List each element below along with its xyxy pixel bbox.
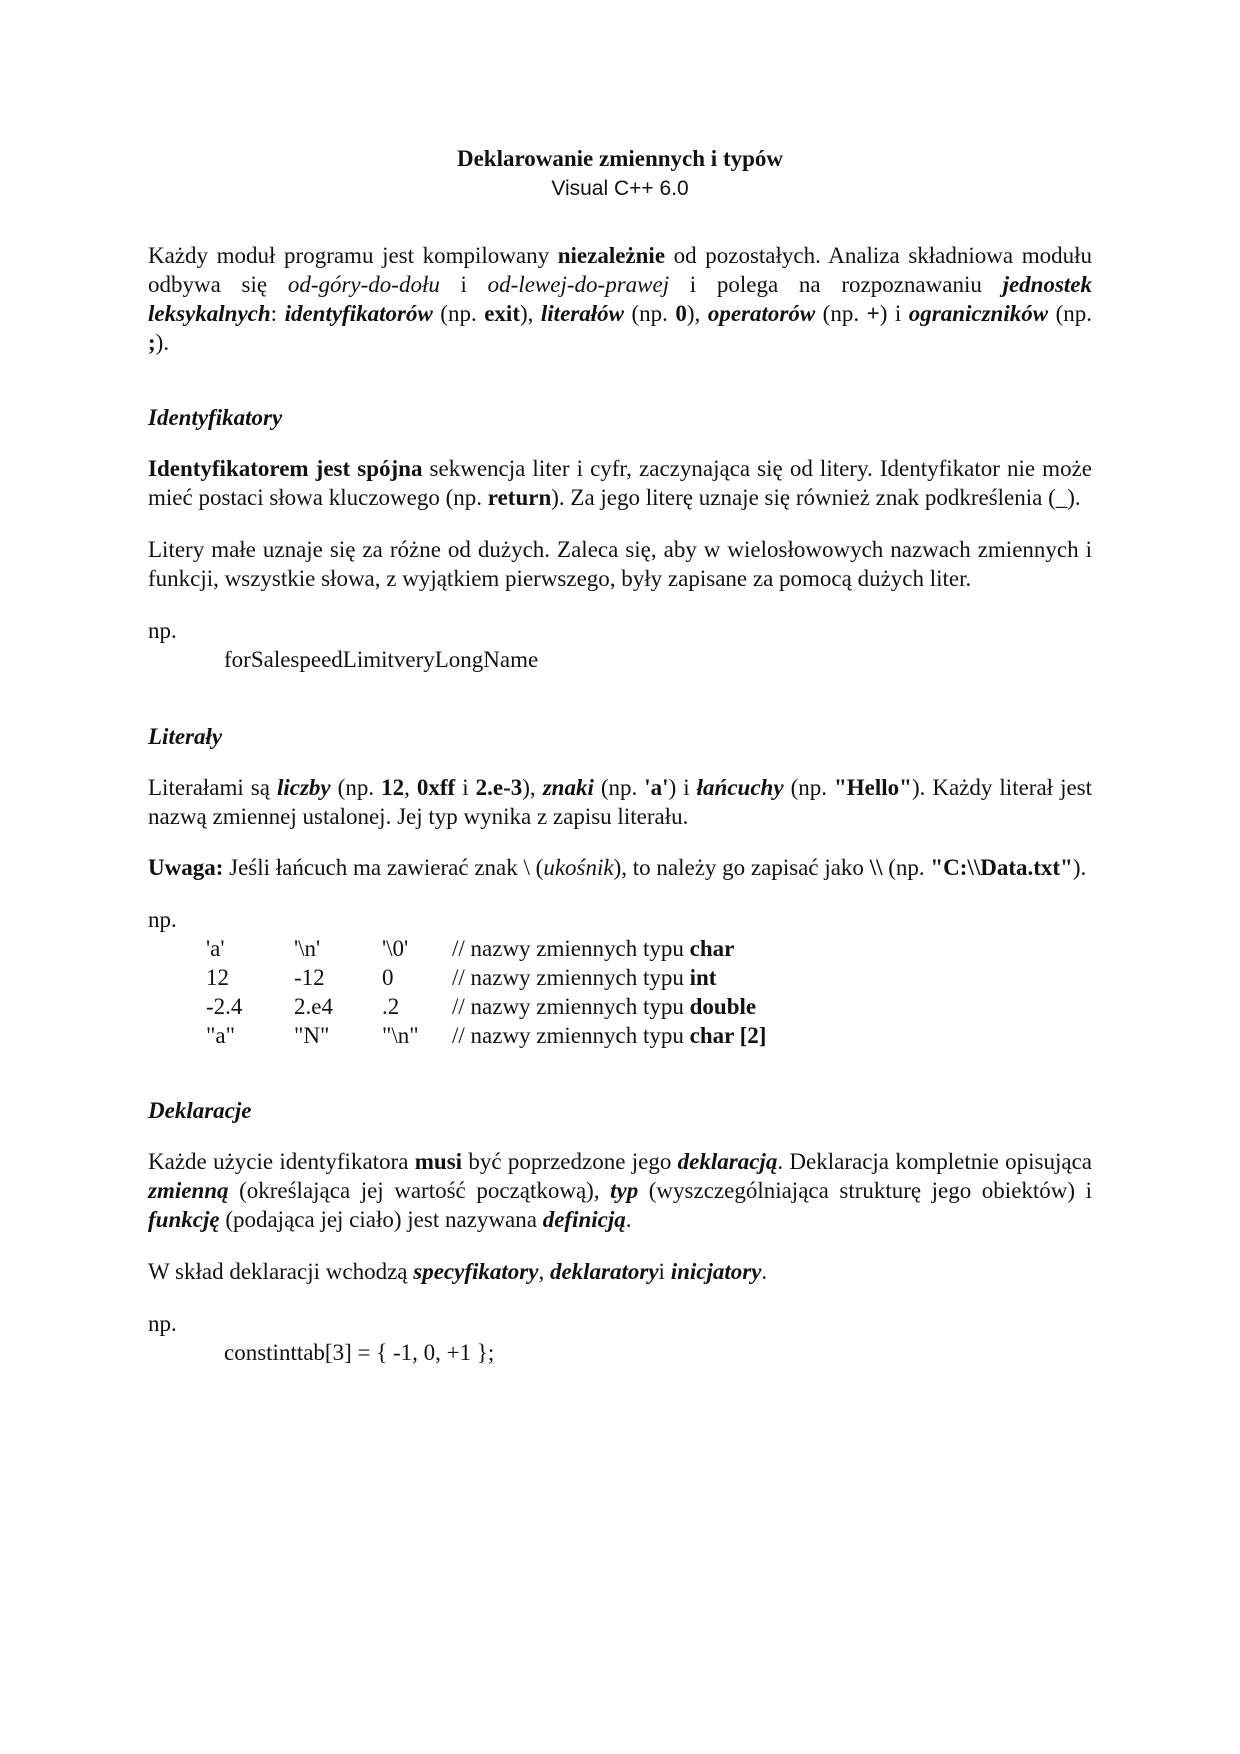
table-row <box>206 963 766 992</box>
text-run: ) i <box>879 301 909 326</box>
table-cell: .2 <box>382 994 400 1019</box>
text-run: Literałami są <box>148 775 277 800</box>
text-run: musi <box>414 1149 463 1174</box>
deklaracje-paragraph-1 <box>148 1147 1092 1234</box>
text-run: Jeśli łańcuch ma zawierać znak \ ( <box>223 855 544 880</box>
intro-paragraph <box>148 241 1092 357</box>
text-run: jednostek leksykalnych <box>148 272 1093 326</box>
text-run: 0 <box>675 301 687 326</box>
table-cell: 'a' <box>206 936 225 961</box>
text-run: deklaracją <box>677 1149 778 1174</box>
text-run: liczby <box>276 775 331 800</box>
text-run: (np. <box>815 301 867 326</box>
text-run: ). <box>155 330 170 355</box>
table-cell: '\0' <box>382 936 409 961</box>
text-run: ), <box>686 301 708 326</box>
text-run: . <box>761 1259 768 1284</box>
text-run: "Hello" <box>834 775 912 800</box>
table-cell: 12 <box>206 965 229 990</box>
text-run: (określająca jej wartość początkową), <box>228 1178 611 1203</box>
type-name: double <box>689 994 757 1019</box>
table-row <box>206 934 766 963</box>
table-row <box>206 1021 766 1050</box>
text-run: znaki <box>542 775 594 800</box>
section-heading-literaly: Literały <box>148 724 223 749</box>
text-run: (np. <box>330 775 382 800</box>
type-name: char [2] <box>689 1023 767 1048</box>
deklaracje-paragraph-2 <box>148 1257 1092 1286</box>
text-run: operatorów <box>707 301 816 326</box>
text-run: \\ <box>869 855 883 880</box>
text-run: i <box>658 1259 671 1284</box>
table-row <box>206 992 766 1021</box>
text-run: ). Za jego literę uznaje się również znak podkreślenia (_). <box>551 485 1081 510</box>
text-run: ograniczników <box>908 301 1049 326</box>
text-run: specyfikatory <box>413 1259 539 1284</box>
text-run: 2.e-3 <box>475 775 523 800</box>
table-cell-comment <box>452 1021 766 1050</box>
text-run: (podająca jej ciało) jest nazywana <box>219 1207 543 1232</box>
text-run: (np. <box>783 775 835 800</box>
text-run: identyfikatorów <box>284 301 433 326</box>
literaly-np-label: np. <box>148 907 177 932</box>
text-run: ). <box>1072 855 1087 880</box>
text-run: (np. <box>623 301 676 326</box>
text-run: zmienną <box>148 1178 229 1203</box>
type-name: int <box>689 965 717 990</box>
text-run: (np. <box>1048 301 1092 326</box>
text-run: + <box>866 301 880 326</box>
text-run: być poprzedzone jego <box>462 1149 678 1174</box>
table-cell-comment <box>452 934 766 963</box>
text-run: ), <box>522 775 543 800</box>
comment-text: // nazwy zmiennych typu <box>452 965 690 990</box>
document-title: Deklarowanie zmiennych i typów <box>456 146 784 171</box>
deklaracje-np-label: np. <box>148 1311 177 1336</box>
text-run: i <box>455 775 476 800</box>
text-run: ) i <box>668 775 697 800</box>
text-run: (wyszczególniająca strukturę jego obiektów) i <box>638 1178 1092 1203</box>
text-run: "C:\\Data.txt" <box>930 855 1073 880</box>
text-run: . <box>625 1207 632 1232</box>
identyfikatory-paragraph-2: Litery małe uznaje się za różne od dużych. Zaleca się, aby w wielosłowowych nazwach zmiennych i funkcji, wszystkie słowa, z wyjątkiem pierwszego, były zapisane za pomocą dużych liter. <box>148 537 1092 591</box>
text-run: return <box>487 485 552 510</box>
section-heading-deklaracje: Deklaracje <box>148 1098 252 1123</box>
text-run: exit <box>484 301 520 326</box>
text-run: ), <box>519 301 541 326</box>
text-run: ). Każdy literał jest nazwą zmiennej ustalonej. Jej typ wynika z zapisu literału. <box>148 775 1093 829</box>
literaly-paragraph-1 <box>148 773 1092 831</box>
text-run: Każde użycie identyfikatora <box>148 1149 415 1174</box>
identyfikatory-paragraph-1 <box>148 454 1092 512</box>
comment-text: // nazwy zmiennych typu <box>452 994 690 1019</box>
table-cell-comment <box>452 963 766 992</box>
text-run: 12 <box>381 775 405 800</box>
table-cell-comment <box>452 992 766 1021</box>
text-run: : <box>270 301 285 326</box>
text-run: od pozostałych. Analiza składniowa modułu odbywa się <box>148 243 1092 297</box>
literals-table <box>206 934 766 1050</box>
identyfikatory-np-label: np. <box>148 618 177 643</box>
table-cell: 0 <box>382 965 394 990</box>
text-run: Każdy moduł programu jest kompilowany <box>148 243 558 268</box>
text-run: i <box>439 272 488 297</box>
table-cell: "a" <box>206 1023 235 1048</box>
text-run: deklaratory <box>549 1259 659 1284</box>
text-run: od-lewej-do-prawej <box>487 272 670 297</box>
text-run: funkcję <box>148 1207 220 1232</box>
text-run: literałów <box>540 301 624 326</box>
identyfikatory-example: forSalespeedLimitveryLongName <box>224 647 539 672</box>
text-run: 'a' <box>644 775 669 800</box>
text-run: W skład deklaracji wchodzą <box>148 1259 414 1284</box>
text-run: ; <box>148 330 156 355</box>
text-run: ), to należy go zapisać jako <box>613 855 870 880</box>
table-cell: '\n' <box>294 936 321 961</box>
text-run: , <box>404 775 417 800</box>
text-run: niezależnie <box>557 243 666 268</box>
text-run: od-góry-do-dołu <box>287 272 440 297</box>
table-cell: -2.4 <box>206 994 243 1019</box>
text-run: inicjatory <box>670 1259 762 1284</box>
text-run: typ <box>610 1178 639 1203</box>
comment-text: // nazwy zmiennych typu <box>452 1023 690 1048</box>
text-run: sekwencja liter i cyfr, zaczynająca się od litery. Identyfikator nie może mieć postaci słowa kluczowego (np. <box>148 456 1092 510</box>
text-run: 0xff <box>416 775 456 800</box>
text-run: , <box>538 1259 550 1284</box>
text-run: definicją <box>542 1207 626 1232</box>
text-run: Uwaga: <box>148 855 224 880</box>
document-subtitle: Visual C++ 6.0 <box>551 177 689 200</box>
text-run: spójna <box>357 456 423 481</box>
text-run: (np. <box>432 301 485 326</box>
literaly-uwaga-paragraph <box>148 853 1092 882</box>
table-cell: "\n" <box>382 1023 419 1048</box>
text-run: (np. <box>593 775 645 800</box>
table-cell: "N" <box>294 1023 330 1048</box>
deklaracje-example: constinttab[3] = { -1, 0, +1 }; <box>224 1340 495 1365</box>
text-run: (np. <box>882 855 931 880</box>
text-run: i polega na rozpoznawaniu <box>669 272 1003 297</box>
comment-text: // nazwy zmiennych typu <box>452 936 690 961</box>
text-run: Identyfikatorem jest <box>148 456 358 481</box>
section-heading-identyfikatory: Identyfikatory <box>148 405 283 430</box>
table-cell: 2.e4 <box>294 994 333 1019</box>
text-run: ukośnik <box>543 855 614 880</box>
type-name: char <box>689 936 735 961</box>
document-content <box>148 144 1092 1367</box>
text-run: . Deklaracja kompletnie opisująca <box>777 1149 1092 1174</box>
text-run: łańcuchy <box>696 775 784 800</box>
table-cell: -12 <box>294 965 325 990</box>
